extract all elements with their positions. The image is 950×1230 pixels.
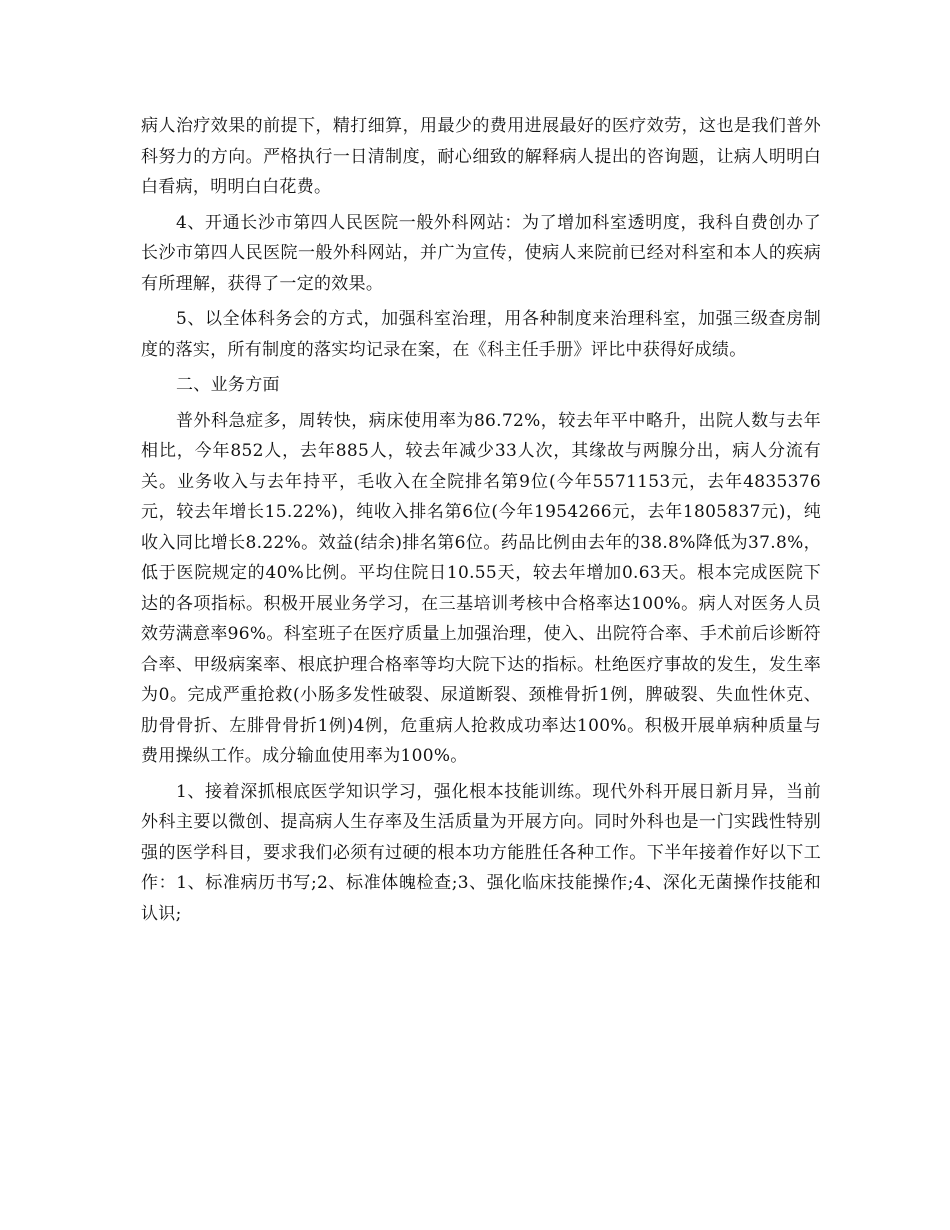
paragraph-continuation: 病人治疗效果的前提下，精打细算，用最少的费用进展最好的医疗效劳，这也是我们普外科努力的方向。严格执行一日清制度，耐心细致的解释病人提出的咨询题，让病人明明白白看病，明明白白花费。	[141, 116, 821, 197]
paragraph-business-stats: 普外科急症多，周转快，病床使用率为86.72%，较去年平中略升，出院人数与去年相比，今年852人，去年885人，较去年减少33人次，其缘故与两腺分出，病人分流有关。业务收入与去年持平，毛收入在全院排名第9位(今年5571153元，去年4835376元，较去年增长15.22%)，纯收入排名第6位(今年1954266元，去年1805837元)，纯收入同比增长8.22%。效益(结余)排名第6位。药品比例由去年的38.8%降低为37.8%，低于医院规定的40%比例。平均住院日10.55天，较去年增加0.63天。根本完成医院下达的各项指标。积极开展业务学习，在三基培训考核中合格率达100%。病人对医务人员效劳满意率96%。科室班子在医疗质量上加强治理，使入、出院符合率、手术前后诊断符合率、甲级病案率、根底护理合格率等均大院下达的指标。杜绝医疗事故的发生，发生率为0。完成严重抢救(小肠多发性破裂、尿道断裂、颈椎骨折1例，脾破裂、失血性休克、肋骨骨折、左腓骨骨折1例)4例，危重病人抢救成功率达100%。积极开展单病种质量与费用操纵工作。成分输血使用率为100%。	[141, 410, 821, 766]
paragraph-item-1-training: 1、接着深抓根底医学知识学习，强化根本技能训练。现代外科开展日新月异，当前外科主要以微创、提高病人生存率及生活质量为开展方向。同时外科也是一门实践性特别强的医学科目，要求我们必须有过硬的根本功方能胜任各种工作。下半年接着作好以下工作：1、标准病历书写;2、标准体魄检查;3、强化临床技能操作;4、深化无菌操作技能和认识;	[141, 781, 821, 924]
document-body	[141, 111, 821, 929]
paragraph-item-4-website: 4、开通长沙市第四人民医院一般外科网站：为了增加科室透明度，我科自费创办了长沙市第四人民医院一般外科网站，并广为宣传，使病人来院前已经对科室和本人的疾病有所理解，获得了一定的效果。	[141, 212, 821, 294]
section-heading-business: 二、业务方面	[176, 375, 280, 395]
paragraph-item-5-management: 5、以全体科务会的方式，加强科室治理，用各种制度来治理科室，加强三级查房制度的落实，所有制度的落实均记录在案，在《科主任手册》评比中获得好成绩。	[141, 309, 821, 360]
